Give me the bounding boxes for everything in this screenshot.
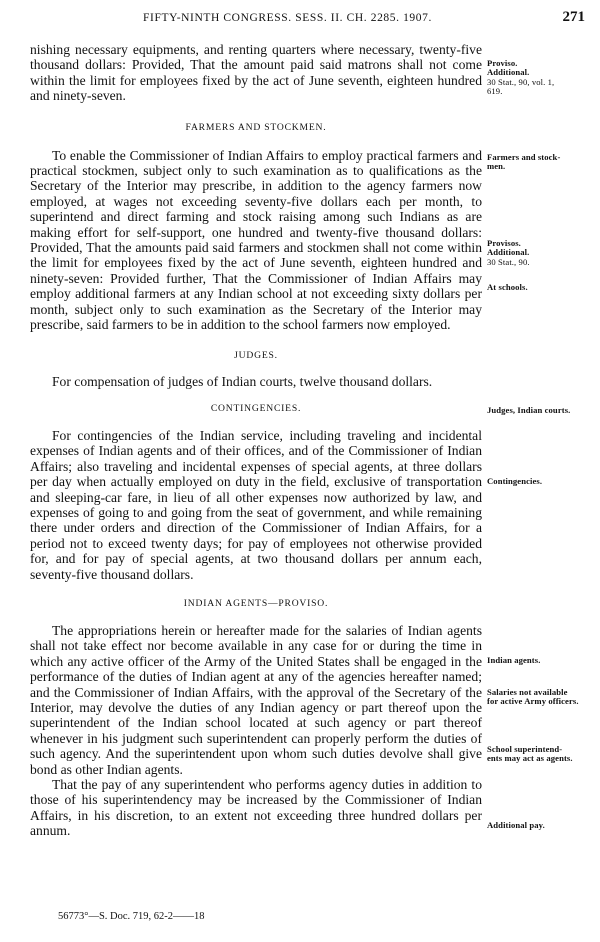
note-indian-agents: Indian agents. [487,655,541,665]
footer-signature: 56773°—S. Doc. 719, 62-2——18 [58,911,205,922]
running-head: FIFTY-NINTH CONGRESS. SESS. II. CH. 2285. 1907. [143,12,432,24]
margin-notes [487,0,591,942]
note-proviso: Proviso. Additional. 30 Stat., 90, vol. 1, 619. [487,58,555,97]
note-judges: Judges, Indian courts. [487,405,571,415]
superintendent-pay-paragraph: That the pay of any superintendent who performs agency duties in addition to those of his superintendency may be increased by the Commissioner of Indian Affairs, in his discretion, to an extent not exceeding three hundred dollars per annum. [30,777,482,839]
page-number: 271 [562,9,585,25]
contingencies-heading: CONTINGENCIES. [210,402,302,414]
farmers-heading: FARMERS AND STOCKMEN. [185,121,327,133]
note-additional-pay: Additional pay. [487,820,545,830]
note-at-schools: At schools. [487,282,528,292]
note-contingencies: Contingencies. [487,476,543,486]
judges-heading: JUDGES. [234,349,278,361]
farmers-paragraph: To enable the Commissioner of Indian Affairs to employ practical farmers and practical stockmen, subject only to such examination as to qualifications as the Secretary of the Interior may prescribe, in addition to the agency farmers now employed, at wages not exceeding seventy-five dollars each per month, to superintend and direct farming and stock raising among such Indians as are making effort for self-support, one hundred and twenty-five thousand dollars: Provided, That the amounts paid said farmers and stockmen shall not come within the limit for employees fixed by the act of June seventh, eighteen hundred and ninety-seven: Provided further, That the Commissioner of Indian Affairs may employ additional farmers at any Indian school at not exceeding sixty dollars per month, subject only to such examination as the Secretary of the Interior may prescribe, said farmers to be in addition to the school farmers now employed. [30,147,482,333]
note-school-superintendents: School superintend- ents may act as agents. [487,744,573,764]
note-provisos: Provisos. Additional. 30 Stat., 90. [487,238,530,267]
judges-paragraph: For compensation of judges of Indian courts, twelve thousand dollars. [52,373,433,389]
agents-paragraph: The appropriations herein or hereafter made for the salaries of Indian agents shall not take effect nor become available in any case for or during the time in which any active officer of the Army of the United States shall be engaged in the performance of the duties of Indian agent at any of the agencies hereafter named; and the Commissioner of Indian Affairs, with the approval of the Secretary of the Interior, may devolve the duties of any Indian agency or part thereof upon the superintendent of the Indian school located at such agency or part thereof whenever in his judgment such superintendent can properly perform the duties of such agency. And the superintendent upon whom such duties devolve shall give bond as other Indian agents. [30,622,482,777]
main-text-column [30,42,482,839]
note-farmers: Farmers and stock- men. [487,152,561,172]
agents-heading: INDIAN AGENTS—PROVISO. [183,597,329,609]
note-salaries: Salaries not available for active Army officers. [487,687,579,707]
contingencies-paragraph: For contingencies of the Indian service, including traveling and incidental expenses of Indian agents and of their offices, and of the Commissioner of Indian Affairs; also traveling and incidental expenses of special agents, at three dollars per day when actually employed on duty in the field, exclusive of transportation and sleeping-car fare, in lieu of all other expenses now authorized by law, and expenses of going to and going from the seat of government, and while remaining there under orders and direction of the Commissioner of Indian Affairs, for a period not to exceed twenty days; for pay of employees not otherwise provided for, and for pay of special agents, at two thousand dollars per annum each, seventy-five thousand dollars. [30,427,482,582]
intro-paragraph: nishing necessary equipments, and renting quarters where necessary, twenty-five thousand dollars: Provided, That the amount paid said matrons shall not come within the limit for employees fixed by the act of June seventh, eighteen hundred and ninety-seven. [30,42,482,104]
